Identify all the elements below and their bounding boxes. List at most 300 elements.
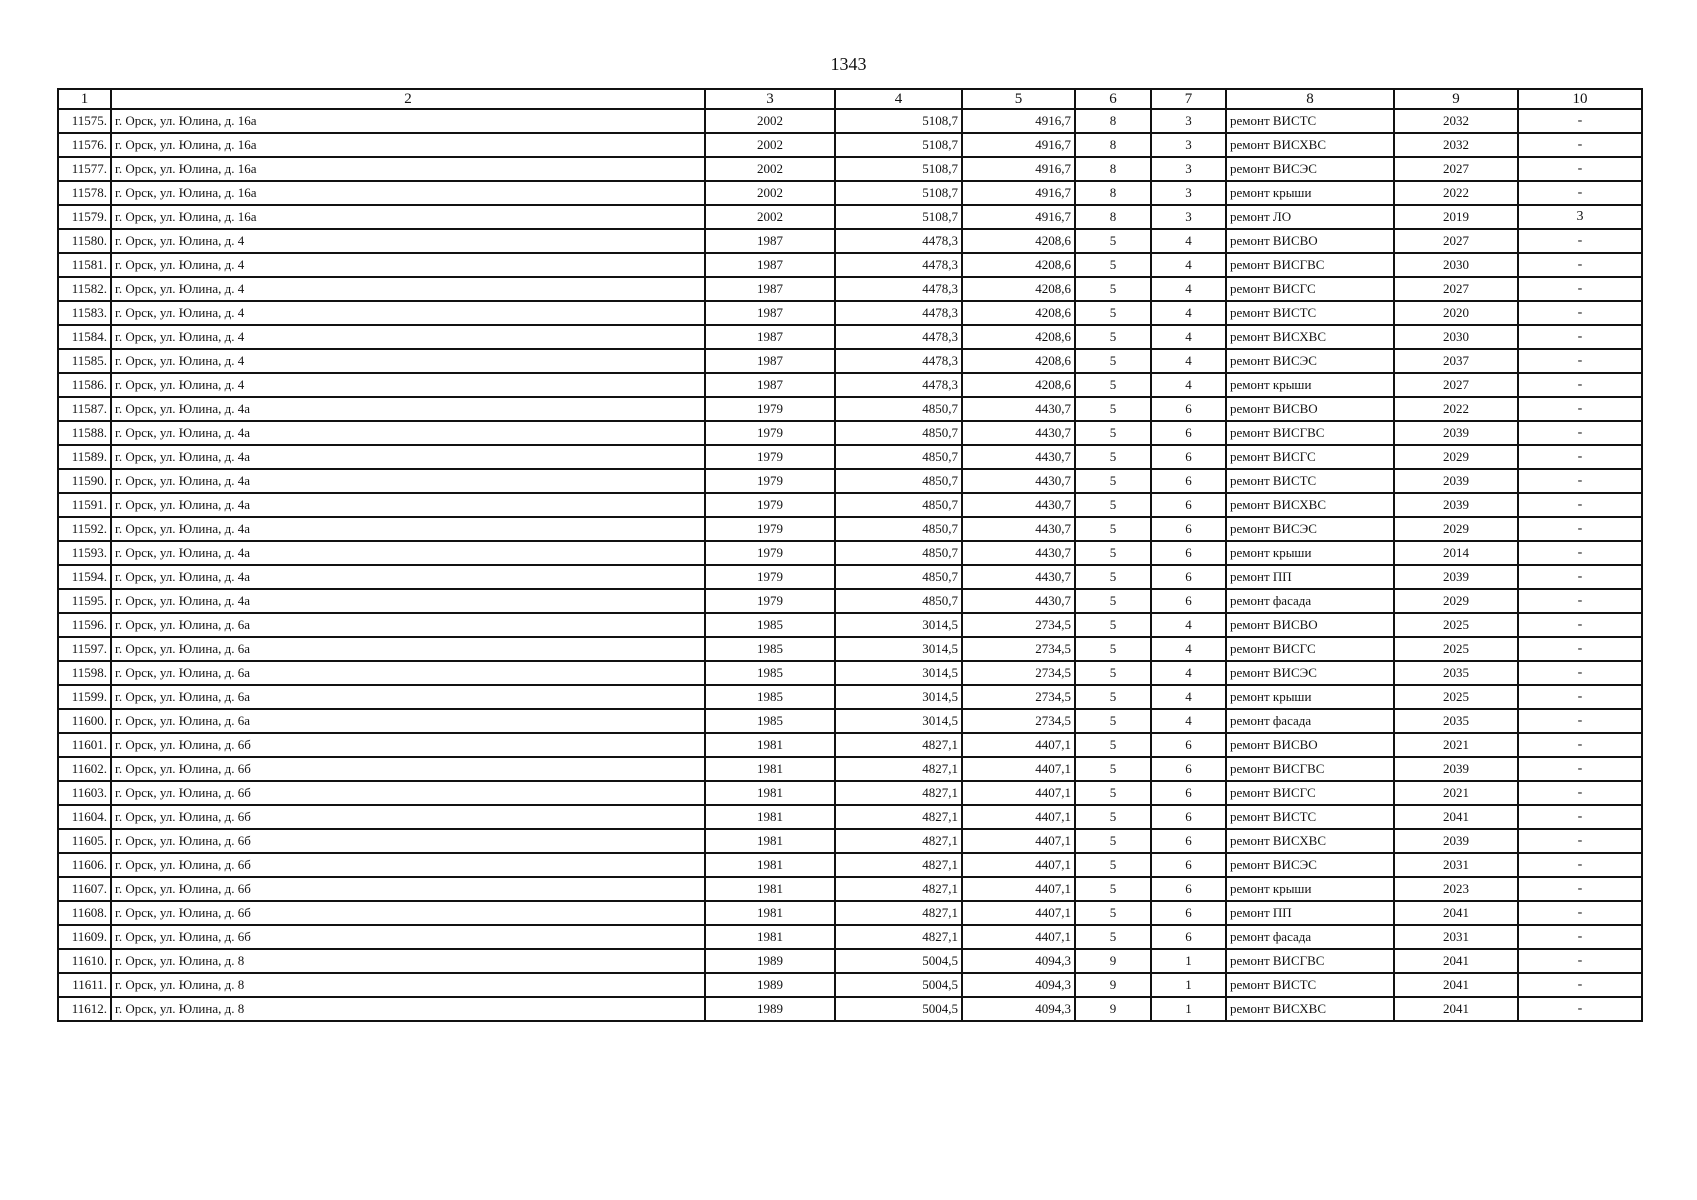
entrances-cell: 6 [1151,397,1226,421]
floors-cell: 5 [1075,877,1151,901]
entrances-cell: 4 [1151,229,1226,253]
table-row [58,733,1642,757]
year-cell: 1981 [705,925,835,949]
column-10-cell: - [1518,997,1642,1021]
work-type-cell: ремонт крыши [1226,181,1394,205]
table-row [58,469,1642,493]
planned-year-cell: 2039 [1394,757,1518,781]
address-cell: г. Орск, ул. Юлина, д. 4а [111,565,705,589]
table-row [58,541,1642,565]
floors-cell: 5 [1075,493,1151,517]
work-type-cell: ремонт ВИСГВС [1226,757,1394,781]
column-10-cell: - [1518,493,1642,517]
table-row [58,445,1642,469]
address-cell: г. Орск, ул. Юлина, д. 4 [111,301,705,325]
floors-cell: 9 [1075,997,1151,1021]
work-type-cell: ремонт ВИСЭС [1226,517,1394,541]
total-area-cell: 4850,7 [835,445,962,469]
column-header: 5 [962,89,1075,109]
address-cell: г. Орск, ул. Юлина, д. 4а [111,517,705,541]
living-area-cell: 4430,7 [962,421,1075,445]
address-cell: г. Орск, ул. Юлина, д. 6а [111,613,705,637]
row-number: 11586. [58,373,111,397]
floors-cell: 5 [1075,349,1151,373]
address-cell: г. Орск, ул. Юлина, д. 4 [111,253,705,277]
row-number: 11575. [58,109,111,133]
entrances-cell: 4 [1151,685,1226,709]
column-10-cell: - [1518,421,1642,445]
column-header: 6 [1075,89,1151,109]
entrances-cell: 6 [1151,829,1226,853]
planned-year-cell: 2029 [1394,589,1518,613]
entrances-cell: 6 [1151,853,1226,877]
living-area-cell: 4208,6 [962,349,1075,373]
work-type-cell: ремонт крыши [1226,541,1394,565]
total-area-cell: 4478,3 [835,253,962,277]
planned-year-cell: 2025 [1394,685,1518,709]
column-10-cell: - [1518,781,1642,805]
living-area-cell: 4430,7 [962,541,1075,565]
work-type-cell: ремонт ВИСГС [1226,277,1394,301]
total-area-cell: 5108,7 [835,205,962,229]
work-type-cell: ремонт фасада [1226,709,1394,733]
column-10-cell: - [1518,853,1642,877]
table-row [58,109,1642,133]
planned-year-cell: 2039 [1394,469,1518,493]
table-row [58,877,1642,901]
table-row [58,397,1642,421]
row-number: 11603. [58,781,111,805]
floors-cell: 5 [1075,925,1151,949]
floors-cell: 5 [1075,541,1151,565]
row-number: 11604. [58,805,111,829]
column-10-cell: - [1518,517,1642,541]
row-number: 11595. [58,589,111,613]
year-cell: 2002 [705,157,835,181]
living-area-cell: 4208,6 [962,325,1075,349]
work-type-cell: ремонт ВИСХВС [1226,493,1394,517]
floors-cell: 5 [1075,781,1151,805]
column-10-cell: - [1518,277,1642,301]
planned-year-cell: 2022 [1394,397,1518,421]
column-header: 7 [1151,89,1226,109]
living-area-cell: 4430,7 [962,517,1075,541]
table-row [58,181,1642,205]
planned-year-cell: 2041 [1394,973,1518,997]
address-cell: г. Орск, ул. Юлина, д. 4 [111,277,705,301]
table-row [58,325,1642,349]
year-cell: 1987 [705,301,835,325]
row-number: 11612. [58,997,111,1021]
work-type-cell: ремонт фасада [1226,925,1394,949]
floors-cell: 5 [1075,397,1151,421]
row-number: 11609. [58,925,111,949]
living-area-cell: 4208,6 [962,373,1075,397]
entrances-cell: 3 [1151,205,1226,229]
column-header: 9 [1394,89,1518,109]
total-area-cell: 5004,5 [835,949,962,973]
table-row [58,973,1642,997]
year-cell: 1985 [705,685,835,709]
total-area-cell: 4850,7 [835,397,962,421]
work-type-cell: ремонт ВИСВО [1226,613,1394,637]
table-row [58,157,1642,181]
total-area-cell: 4478,3 [835,301,962,325]
column-10-cell: - [1518,829,1642,853]
total-area-cell: 3014,5 [835,709,962,733]
total-area-cell: 5004,5 [835,997,962,1021]
floors-cell: 5 [1075,445,1151,469]
work-type-cell: ремонт ВИСТС [1226,109,1394,133]
table-row [58,949,1642,973]
column-10-cell: - [1518,469,1642,493]
living-area-cell: 4208,6 [962,253,1075,277]
row-number: 11606. [58,853,111,877]
column-10-cell: - [1518,901,1642,925]
column-10-cell: - [1518,373,1642,397]
living-area-cell: 4407,1 [962,853,1075,877]
address-cell: г. Орск, ул. Юлина, д. 6б [111,877,705,901]
living-area-cell: 4208,6 [962,277,1075,301]
total-area-cell: 4850,7 [835,493,962,517]
living-area-cell: 2734,5 [962,661,1075,685]
table-row [58,493,1642,517]
address-cell: г. Орск, ул. Юлина, д. 6б [111,805,705,829]
living-area-cell: 4407,1 [962,781,1075,805]
total-area-cell: 5108,7 [835,109,962,133]
address-cell: г. Орск, ул. Юлина, д. 4 [111,229,705,253]
address-cell: г. Орск, ул. Юлина, д. 4а [111,397,705,421]
year-cell: 2002 [705,133,835,157]
work-type-cell: ремонт крыши [1226,685,1394,709]
row-number: 11598. [58,661,111,685]
entrances-cell: 6 [1151,517,1226,541]
total-area-cell: 4850,7 [835,541,962,565]
address-cell: г. Орск, ул. Юлина, д. 6б [111,829,705,853]
living-area-cell: 2734,5 [962,637,1075,661]
total-area-cell: 4850,7 [835,517,962,541]
floors-cell: 5 [1075,517,1151,541]
work-type-cell: ремонт ВИСВО [1226,229,1394,253]
year-cell: 1979 [705,469,835,493]
planned-year-cell: 2027 [1394,277,1518,301]
living-area-cell: 4407,1 [962,757,1075,781]
floors-cell: 5 [1075,829,1151,853]
year-cell: 1985 [705,613,835,637]
column-10-cell: - [1518,301,1642,325]
work-type-cell: ремонт ПП [1226,901,1394,925]
column-10-cell: - [1518,133,1642,157]
total-area-cell: 4478,3 [835,277,962,301]
table-row [58,853,1642,877]
entrances-cell: 6 [1151,541,1226,565]
address-cell: г. Орск, ул. Юлина, д. 8 [111,997,705,1021]
work-type-cell: ремонт ВИСХВС [1226,133,1394,157]
column-10-cell: - [1518,565,1642,589]
floors-cell: 8 [1075,205,1151,229]
address-cell: г. Орск, ул. Юлина, д. 8 [111,973,705,997]
living-area-cell: 4094,3 [962,997,1075,1021]
year-cell: 1981 [705,805,835,829]
year-cell: 1979 [705,517,835,541]
work-type-cell: ремонт ВИСГВС [1226,421,1394,445]
work-type-cell: ремонт ВИСЭС [1226,853,1394,877]
floors-cell: 5 [1075,709,1151,733]
row-number: 11588. [58,421,111,445]
planned-year-cell: 2035 [1394,661,1518,685]
row-number: 11600. [58,709,111,733]
table-row [58,901,1642,925]
table-row [58,301,1642,325]
floors-cell: 5 [1075,253,1151,277]
row-number: 11583. [58,301,111,325]
column-10-cell: 3 [1518,205,1642,229]
row-number: 11576. [58,133,111,157]
floors-cell: 5 [1075,277,1151,301]
floors-cell: 9 [1075,949,1151,973]
column-10-cell: - [1518,325,1642,349]
floors-cell: 5 [1075,301,1151,325]
row-number: 11610. [58,949,111,973]
entrances-cell: 4 [1151,277,1226,301]
total-area-cell: 5108,7 [835,133,962,157]
living-area-cell: 2734,5 [962,709,1075,733]
entrances-cell: 4 [1151,637,1226,661]
total-area-cell: 4827,1 [835,925,962,949]
row-number: 11587. [58,397,111,421]
column-header: 4 [835,89,962,109]
total-area-cell: 4827,1 [835,877,962,901]
total-area-cell: 4827,1 [835,901,962,925]
living-area-cell: 4430,7 [962,445,1075,469]
address-cell: г. Орск, ул. Юлина, д. 6б [111,901,705,925]
entrances-cell: 6 [1151,589,1226,613]
address-cell: г. Орск, ул. Юлина, д. 16а [111,205,705,229]
floors-cell: 5 [1075,565,1151,589]
planned-year-cell: 2023 [1394,877,1518,901]
total-area-cell: 5004,5 [835,973,962,997]
year-cell: 1987 [705,349,835,373]
row-number: 11589. [58,445,111,469]
work-type-cell: ремонт ВИСХВС [1226,325,1394,349]
table-row [58,133,1642,157]
row-number: 11577. [58,157,111,181]
total-area-cell: 4827,1 [835,781,962,805]
column-10-cell: - [1518,925,1642,949]
living-area-cell: 4208,6 [962,229,1075,253]
entrances-cell: 6 [1151,565,1226,589]
row-number: 11607. [58,877,111,901]
address-cell: г. Орск, ул. Юлина, д. 16а [111,109,705,133]
column-10-cell: - [1518,709,1642,733]
entrances-cell: 1 [1151,949,1226,973]
planned-year-cell: 2037 [1394,349,1518,373]
floors-cell: 5 [1075,469,1151,493]
row-number: 11585. [58,349,111,373]
planned-year-cell: 2027 [1394,157,1518,181]
entrances-cell: 1 [1151,997,1226,1021]
planned-year-cell: 2032 [1394,109,1518,133]
table-row [58,757,1642,781]
table-row [58,685,1642,709]
floors-cell: 5 [1075,421,1151,445]
planned-year-cell: 2035 [1394,709,1518,733]
year-cell: 1981 [705,757,835,781]
planned-year-cell: 2020 [1394,301,1518,325]
floors-cell: 8 [1075,157,1151,181]
address-cell: г. Орск, ул. Юлина, д. 4 [111,349,705,373]
table-row [58,637,1642,661]
living-area-cell: 4430,7 [962,589,1075,613]
address-cell: г. Орск, ул. Юлина, д. 4 [111,373,705,397]
year-cell: 1987 [705,229,835,253]
total-area-cell: 4850,7 [835,565,962,589]
planned-year-cell: 2025 [1394,613,1518,637]
address-cell: г. Орск, ул. Юлина, д. 4 [111,325,705,349]
table-row [58,829,1642,853]
row-number: 11602. [58,757,111,781]
floors-cell: 5 [1075,229,1151,253]
table-row [58,421,1642,445]
floors-cell: 5 [1075,757,1151,781]
table-row [58,205,1642,229]
table-row [58,253,1642,277]
column-10-cell: - [1518,685,1642,709]
row-number: 11590. [58,469,111,493]
entrances-cell: 6 [1151,733,1226,757]
total-area-cell: 4827,1 [835,805,962,829]
planned-year-cell: 2031 [1394,925,1518,949]
entrances-cell: 4 [1151,325,1226,349]
column-10-cell: - [1518,805,1642,829]
year-cell: 1979 [705,397,835,421]
year-cell: 1979 [705,493,835,517]
year-cell: 1979 [705,445,835,469]
address-cell: г. Орск, ул. Юлина, д. 6а [111,637,705,661]
row-number: 11597. [58,637,111,661]
address-cell: г. Орск, ул. Юлина, д. 4а [111,493,705,517]
column-10-cell: - [1518,973,1642,997]
total-area-cell: 4827,1 [835,829,962,853]
living-area-cell: 4916,7 [962,109,1075,133]
table-row [58,277,1642,301]
column-10-cell: - [1518,877,1642,901]
total-area-cell: 3014,5 [835,685,962,709]
year-cell: 1985 [705,661,835,685]
address-cell: г. Орск, ул. Юлина, д. 6а [111,709,705,733]
living-area-cell: 4407,1 [962,925,1075,949]
address-cell: г. Орск, ул. Юлина, д. 4а [111,589,705,613]
work-type-cell: ремонт фасада [1226,589,1394,613]
address-cell: г. Орск, ул. Юлина, д. 6б [111,733,705,757]
table-row [58,565,1642,589]
work-type-cell: ремонт ВИСТС [1226,469,1394,493]
year-cell: 1981 [705,901,835,925]
floors-cell: 8 [1075,133,1151,157]
year-cell: 1985 [705,709,835,733]
address-cell: г. Орск, ул. Юлина, д. 6б [111,781,705,805]
table-row [58,229,1642,253]
year-cell: 1989 [705,949,835,973]
column-10-cell: - [1518,445,1642,469]
table-row [58,373,1642,397]
column-header: 2 [111,89,705,109]
entrances-cell: 6 [1151,805,1226,829]
table-row [58,613,1642,637]
table-row [58,661,1642,685]
work-type-cell: ремонт ВИСГВС [1226,253,1394,277]
living-area-cell: 4407,1 [962,901,1075,925]
table-header [58,89,1642,109]
address-cell: г. Орск, ул. Юлина, д. 6а [111,661,705,685]
total-area-cell: 4827,1 [835,853,962,877]
work-type-cell: ремонт ВИСГС [1226,637,1394,661]
work-type-cell: ремонт ВИСТС [1226,973,1394,997]
column-10-cell: - [1518,757,1642,781]
entrances-cell: 6 [1151,469,1226,493]
total-area-cell: 3014,5 [835,613,962,637]
year-cell: 1981 [705,781,835,805]
column-10-cell: - [1518,637,1642,661]
entrances-cell: 4 [1151,373,1226,397]
year-cell: 1985 [705,637,835,661]
floors-cell: 5 [1075,901,1151,925]
entrances-cell: 3 [1151,133,1226,157]
floors-cell: 5 [1075,805,1151,829]
row-number: 11578. [58,181,111,205]
living-area-cell: 4094,3 [962,973,1075,997]
address-cell: г. Орск, ул. Юлина, д. 6б [111,925,705,949]
work-type-cell: ремонт крыши [1226,877,1394,901]
planned-year-cell: 2027 [1394,229,1518,253]
entrances-cell: 4 [1151,301,1226,325]
work-type-cell: ремонт ПП [1226,565,1394,589]
row-number: 11611. [58,973,111,997]
total-area-cell: 4478,3 [835,229,962,253]
table-row [58,517,1642,541]
row-number: 11580. [58,229,111,253]
address-cell: г. Орск, ул. Юлина, д. 4а [111,445,705,469]
total-area-cell: 4850,7 [835,421,962,445]
floors-cell: 5 [1075,613,1151,637]
table-row [58,925,1642,949]
address-cell: г. Орск, ул. Юлина, д. 8 [111,949,705,973]
row-number: 11599. [58,685,111,709]
address-cell: г. Орск, ул. Юлина, д. 4а [111,421,705,445]
living-area-cell: 2734,5 [962,613,1075,637]
year-cell: 1979 [705,565,835,589]
row-number: 11579. [58,205,111,229]
column-10-cell: - [1518,229,1642,253]
work-type-cell: ремонт ВИСТС [1226,301,1394,325]
floors-cell: 5 [1075,853,1151,877]
planned-year-cell: 2027 [1394,373,1518,397]
planned-year-cell: 2039 [1394,421,1518,445]
entrances-cell: 4 [1151,613,1226,637]
planned-year-cell: 2041 [1394,949,1518,973]
floors-cell: 5 [1075,661,1151,685]
living-area-cell: 4430,7 [962,565,1075,589]
planned-year-cell: 2021 [1394,733,1518,757]
living-area-cell: 4916,7 [962,181,1075,205]
planned-year-cell: 2030 [1394,253,1518,277]
work-type-cell: ремонт ВИСГС [1226,445,1394,469]
planned-year-cell: 2019 [1394,205,1518,229]
planned-year-cell: 2031 [1394,853,1518,877]
column-header: 10 [1518,89,1642,109]
floors-cell: 5 [1075,373,1151,397]
entrances-cell: 6 [1151,925,1226,949]
